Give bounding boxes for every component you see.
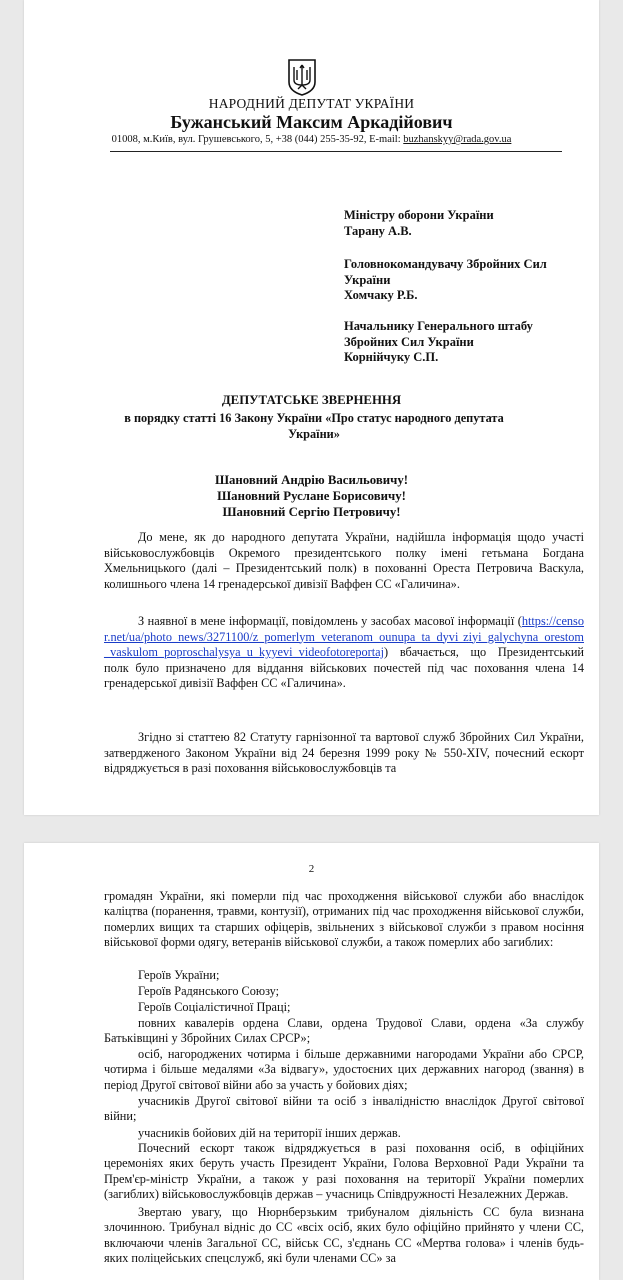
paragraph-continued: громадян України, які померли під час проходження військової служби або внаслідок каліцтва (поранення, травми, контузії), отриманих під час проходження військової служби, померлих вищих та старших офіцерів, звільнених з військової служби з правом носіння військової форми одягу, ветеранів військової служби, а також померлих або загиблих: (104, 889, 584, 950)
greeting-1: Шановний Андрію Васильовичу! (214, 473, 409, 487)
list-item: Героїв Радянського Союзу; (138, 984, 280, 998)
list-item: Героїв Соціалістичної Праці; (138, 1000, 291, 1014)
addressee-block-1 (344, 208, 589, 239)
paragraph-1: До мене, як до народного депутата України, надійшла інформація щодо участі військовослужбовців Окремого президентського полку імені гетьмана Богдана Хмельницького (далі – Президентський полк) в похованні Ореста Петровича Васкула, колишнього члена 14 гренадерської дивізії Ваффен СС «Галичина». (104, 530, 584, 591)
trident-coat-of-arms-icon (287, 58, 317, 96)
paragraph-2-end: ) вбачається, що Президентський полк було призначено для віддання військових почестей під час поховання члена 14 гренадерської дивізії Ваффен СС «Галичина». (104, 645, 584, 690)
addressee-line: Хомчаку Р.Б. (344, 288, 418, 302)
addressee-block-2 (344, 257, 589, 304)
paragraph: Звертаю увагу, що Нюрнберзьким трибуналом діяльність СС була визнана злочинною. Трибунал відніс до СС «всіх осіб, яких було офіційно прийнято у члени СС, включаючи членів Загальної СС, військ СС, з'єднань СС «Мертва голова» і членів будь-яких поліцейських спецслужб, які були членами СС» за (104, 1205, 584, 1266)
header-divider (110, 151, 562, 152)
list-item: осіб, нагороджених чотирма і більше державними нагородами України або СРСР, чотирма і більше медалями «За відвагу», удостоєних цих державних нагород (звання) в період Другої світової війни або за участь у бойових діях; (104, 1047, 584, 1092)
appeal-subtitle-line1: в порядку статті 16 Закону України «Про статус народного депутата (124, 411, 504, 425)
deputy-title: НАРОДНИЙ ДЕПУТАТ УКРАЇНИ (208, 96, 415, 111)
addressee-line: Тарану А.В. (344, 223, 412, 238)
deputy-name: Бужанський Максим Аркадійович (170, 112, 453, 132)
greeting-2: Шановний Руслане Борисовичу! (217, 489, 406, 503)
appeal-title: ДЕПУТАТСЬКЕ ЗВЕРНЕННЯ (221, 393, 402, 407)
greeting-3: Шановний Сергію Петровичу! (222, 505, 401, 519)
addressee-line: Збройних Сил України (344, 334, 474, 349)
contact-email[interactable]: buzhanskyy@rada.gov.ua (403, 134, 512, 145)
contact-address: 01008, м.Київ, вул. Грушевського, 5, +38 (044) 255-35-92, E-mail: (111, 134, 401, 145)
paragraph: Почесний ескорт також відряджується в разі поховання осіб, в офіційних церемоніях яких беруть участь Президент України, Голова Верховної Ради України та Прем'єр-міністр України, а також у разі поховання на території України померлих (загиблих) військовослужбовців держав – учасниць Співдружності Незалежних Держав. (104, 1141, 584, 1202)
deputy-contacts (24, 134, 599, 145)
page-number: 2 (308, 863, 315, 875)
paragraph-2-start: З наявної в мене інформації, повідомлень у засобах масової інформації ( (138, 614, 522, 628)
paragraph-3: Згідно зі статтею 82 Статуту гарнізонної та вартової служб Збройних Сил України, затвердженого Законом України від 24 березня 1999 року № 550-XIV, почесний ескорт відряджується в разі поховання військовослужбовців та (104, 730, 584, 775)
list-item: повних кавалерів ордена Слави, ордена Трудової Слави, ордена «За службу Батьківщині у Збройних Силах СРСР»; (104, 1016, 584, 1046)
list-item: учасників бойових дій на території інших держав. (138, 1126, 401, 1140)
source-link[interactable]: https://censor.net/ua/photo_news/3271100/z_pomerlym_veteranom_ounupa_ta_dyvi ziyi_galychyna_orestom_vaskulom_poproschalysya_u_kyyevi_videofotoreportaj (104, 614, 584, 659)
document-page-2 (24, 843, 599, 1280)
addressee-line: України (344, 272, 391, 287)
list-item: учасників Другої світової війни та осіб з інвалідністю внаслідок Другої світової війни; (104, 1094, 584, 1124)
appeal-subtitle (124, 410, 504, 442)
appeal-subtitle-line2: України» (288, 427, 340, 441)
paragraph-2 (104, 614, 584, 692)
addressee-line: Корнійчуку С.П. (344, 350, 439, 364)
document-page-1 (24, 0, 599, 815)
addressee-line: Начальнику Генерального штабу (344, 319, 533, 333)
addressee-line: Міністру оборони України (344, 208, 494, 222)
list-item: Героїв України; (138, 968, 220, 982)
addressee-line: Головнокомандувачу Збройних Сил (344, 257, 547, 271)
addressee-block-3 (344, 319, 589, 366)
